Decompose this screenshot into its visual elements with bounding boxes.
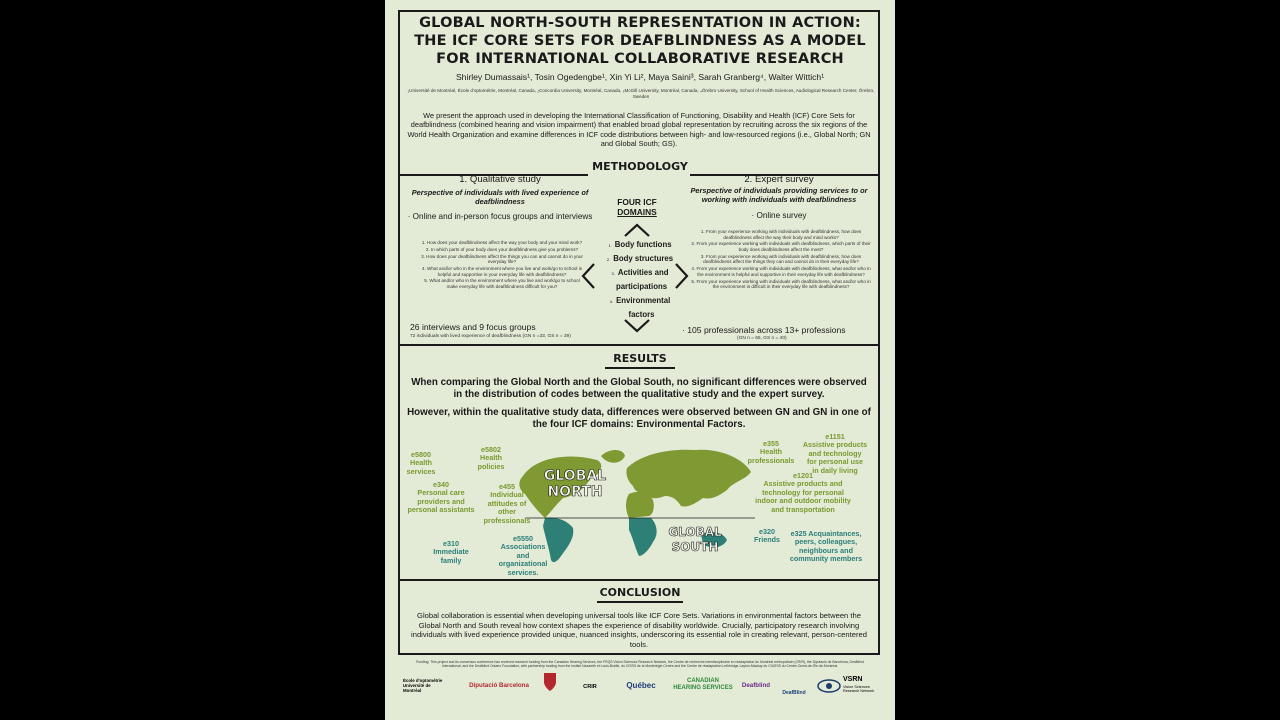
qualitative-subtitle: Perspective of individuals with lived experience of deafblindness [411, 188, 589, 206]
label-line: and transportation [771, 504, 835, 514]
label-code: e5550 [513, 534, 533, 543]
question: 3. How does your deafblindness affect the things you can and cannot do in your everyday life? [421, 253, 583, 265]
label-code: e1201 [793, 471, 813, 480]
title-line: GLOBAL NORTH-SOUTH REPRESENTATION IN ACTION: [419, 15, 861, 31]
logo-udem [403, 678, 447, 694]
domains-title-line: FOUR ICF [617, 197, 657, 207]
domain-item [597, 310, 683, 319]
domain-label: factors [628, 310, 655, 319]
label-line: personal assistants [407, 505, 475, 515]
label-line: indoor and outdoor mobility [755, 496, 851, 506]
label-line: community members [789, 554, 863, 564]
map-north-label: NORTH [547, 484, 603, 500]
logo-strip [403, 672, 879, 702]
domain-label: Activities and [617, 268, 669, 277]
label-line: Individual [490, 490, 524, 500]
expert-stat-detail: (GN n = 65, GS n = 40) [737, 336, 787, 341]
question: 3. From your experience working with individuals with deafblindness, how does deafblindness affect the things they can and cannot do in their everyday life? [700, 253, 862, 265]
domain-item [597, 240, 683, 249]
results-text-2: However, within the qualitative study data, differences were observed between GN and GN in one of the four ICF domains: Environmental Factors. [407, 407, 871, 430]
results-underline [605, 367, 675, 369]
domain-item [597, 282, 683, 291]
label-line: services. [507, 567, 539, 577]
shield-icon [543, 672, 557, 692]
title-line: FOR INTERNATIONAL COLLABORATIVE RESEARCH [436, 51, 844, 67]
label-code: e340 [433, 480, 449, 489]
logo-vsrn-sub: Vision Sciences Research Network [843, 685, 875, 694]
domains-title-line: DOMAINS [617, 207, 657, 217]
expert-stat: · 105 professionals across 13+ professions [682, 325, 846, 335]
poster-title [405, 14, 875, 68]
question: 5. From your experience working with individuals with deafblindness, what and/or who in the environment is difficult in their everyday life with deafblindness? [691, 278, 871, 290]
divider [398, 579, 880, 581]
label-e1201 [745, 472, 861, 514]
label-e1151 [797, 433, 873, 475]
eye-icon [817, 678, 841, 694]
label-line: and [516, 550, 530, 560]
logo-deafblind-ontario: DeafBlind [782, 690, 806, 696]
chevron-left-icon [580, 262, 596, 290]
map-south-label: GLOBAL [668, 525, 722, 539]
label-code: e325 Acquaintances, [790, 529, 862, 538]
label-line: Assistive products [802, 440, 868, 450]
label-e455 [481, 483, 533, 525]
label-e310 [429, 540, 473, 565]
divider [398, 344, 880, 346]
question: 2. From your experience working with individuals with deafblindness, which parts of their body does deafblindness affect the most? [691, 241, 871, 252]
chevron-up-icon [623, 222, 651, 238]
label-line: Immediate [433, 547, 469, 557]
label-line: family [440, 555, 462, 565]
methodology-heading: METHODOLOGY [592, 160, 688, 173]
label-code: e5802 [481, 445, 501, 454]
logo-crir: CRIR [583, 684, 597, 690]
results-heading: RESULTS [613, 352, 667, 365]
logo-quebec: Québec [626, 681, 656, 690]
label-line: Associations [500, 542, 546, 552]
qualitative-stat-detail: 72 individuals with lived experience of deafblindness (GN n =33, GS n = 39) [410, 334, 571, 339]
label-line: professionals [747, 455, 795, 465]
domain-label: Environmental [616, 296, 671, 305]
label-line: policies [477, 461, 505, 471]
label-e320 [747, 528, 787, 545]
domains-title [605, 197, 669, 217]
label-line: Personal care [417, 488, 465, 498]
question: 4. From your experience working with individuals with deafblindness, what and/or who in the environment is helpful and supportive in their everyday life with deafblindness? [691, 266, 871, 277]
label-line: professionals [483, 515, 531, 525]
question: 1. From your experience working with individuals with deafblindness, how does deafblindness affect the way their body and mind works? [700, 229, 862, 240]
conclusion-text: Global collaboration is essential when developing universal tools like ICF Core Sets. Variations in environmental factors between the Global North and South reveal how context shapes the experience of disability worldwide. Crucially, participatory research involving individuals with lived experience provided unique, nuanced insights, underscoring its essential role in creating relevant, person-centered tools. [411, 611, 867, 649]
logo-text: École d'optométrie [403, 678, 443, 683]
affiliations: ₁Université de Montréal, École d'optométrie, Montréal, Canada, ₂Concordia University, Montréal, Canada, ₃McGill University, Montréal, Canada, ₄Örebro University, School of Health Sciences, Audiological Research Center, Örebro, Sweden [407, 88, 875, 99]
question: 5. What and/or who in the environment where you live and work/go to school make everyday life with deafblindness difficult for you? [424, 278, 580, 289]
title-line: THE ICF CORE SETS FOR DEAFBLINDNESS AS A MODEL [414, 33, 866, 49]
expert-method: · Online survey [751, 211, 807, 220]
chevron-down-icon [623, 318, 651, 334]
domain-label: participations [615, 282, 668, 291]
label-e340 [403, 481, 479, 515]
label-e5802 [471, 446, 511, 471]
label-line: Health [760, 447, 782, 457]
conclusion-heading: CONCLUSION [599, 586, 681, 599]
intro-text: We present the approach used in developing the International Classification of Functioning, Disability and Health (ICF) Core Sets for deafblindness (combined hearing and vision impairment) that enabled broad global representation by recruiting across the six regions of the World Health Organization and examine differences in ICF code distributions between high- and low-resourced regions (i.e., Global North; GN and Global South; GS). [407, 111, 871, 149]
poster [385, 0, 895, 720]
label-line: neighbours and [799, 545, 853, 555]
authors: Shirley Dumassais¹, Tosin Ogedengbe¹, Xin Yi Li², Maya Saini³, Sarah Granberg⁴, Walter Wittich¹ [455, 72, 825, 82]
results-text-1: When comparing the Global North and the Global South, no significant differences were observed in the distribution of codes between the qualitative study and the expert survey. [411, 377, 867, 400]
label-e5800 [403, 451, 439, 476]
domain-item [597, 254, 683, 263]
expert-questions [689, 229, 873, 291]
label-line: other [498, 507, 516, 517]
expert-title: 2. Expert survey [744, 174, 814, 185]
funding-text: Funding: This project and its consensus conference has received research funding from the Canadian Hearing Services, the FRQS Vision Sciences Research Network, the Centre de recherche interdisciplinaire en réadaptation du Montréal métropolitain (CRIR), the Diputació de Barcelona, Deafblind International, and the Deafblind Ontario Foundation, with partnership funding from the Institut Nazareth et Louis-Braille, du CISSS de la Montérégie-Centre and the Centre de réadaptation Lethbridge-Layton-Mackay du CIUSSS du Centre-Ouest-de-l'Île-de-Montréal. [416, 660, 864, 669]
domain-item [597, 296, 683, 305]
logo-deafblind: Deafblind [741, 682, 771, 689]
domain-label: Body functions [614, 240, 672, 249]
label-line: Friends [754, 535, 780, 545]
label-line: attitudes of [487, 498, 527, 508]
label-e325 [785, 530, 867, 564]
domain-num: 2. [606, 257, 611, 262]
domain-num: 4. [609, 299, 614, 304]
map-north-label: GLOBAL [543, 468, 607, 484]
question: 2. In which parts of your body does your deafblindness give you problems? [425, 246, 579, 252]
map-south-label: SOUTH [671, 540, 719, 554]
question: 1. How does your deafblindness affect the way your body and your mind work? [421, 240, 583, 245]
label-line: technology for personal [762, 487, 844, 497]
label-line: Assistive products and [763, 479, 843, 489]
domain-num: 3. [611, 271, 615, 276]
logo-vsrn: VSRN [843, 676, 863, 683]
domain-label: Body structures [613, 254, 674, 263]
expert-subtitle: Perspective of individuals providing services to or working with individuals with deafblindness [690, 186, 868, 204]
conclusion-underline [597, 601, 683, 603]
label-line: in daily living [812, 465, 858, 475]
label-e5550 [493, 535, 553, 577]
qualitative-questions [419, 240, 585, 291]
label-code: e455 [499, 482, 515, 491]
label-line: providers and [417, 496, 465, 506]
label-line: organizational [498, 559, 548, 569]
label-line: Health [480, 453, 502, 463]
label-code: e5800 [411, 450, 431, 459]
logo-chs: CANADIAN HEARING SERVICES [673, 678, 733, 691]
domain-item [597, 268, 683, 277]
qualitative-title: 1. Qualitative study [459, 174, 541, 185]
label-line: peers, colleagues, [794, 537, 858, 547]
logo-diputacio: Diputació Barcelona [469, 682, 529, 689]
question: 4. What and/or who in the environment where you live and work/go to school is helpful and supportive in your everyday life with deafblindness? [421, 265, 583, 277]
label-line: Health [410, 458, 432, 468]
qualitative-method: · Online and in-person focus groups and interviews [407, 212, 593, 221]
label-line: and technology [808, 448, 862, 458]
label-code: e310 [443, 539, 459, 548]
label-code: e320 [759, 527, 775, 536]
label-e355 [743, 440, 799, 465]
qualitative-stat: 26 interviews and 9 focus groups [410, 322, 536, 332]
label-code: e1151 [825, 432, 845, 441]
domain-num: 1. [608, 243, 612, 248]
label-code: e355 [763, 439, 779, 448]
label-line: services [406, 466, 436, 476]
logo-text: Université de Montréal [403, 683, 431, 694]
label-line: for personal use [807, 457, 863, 467]
